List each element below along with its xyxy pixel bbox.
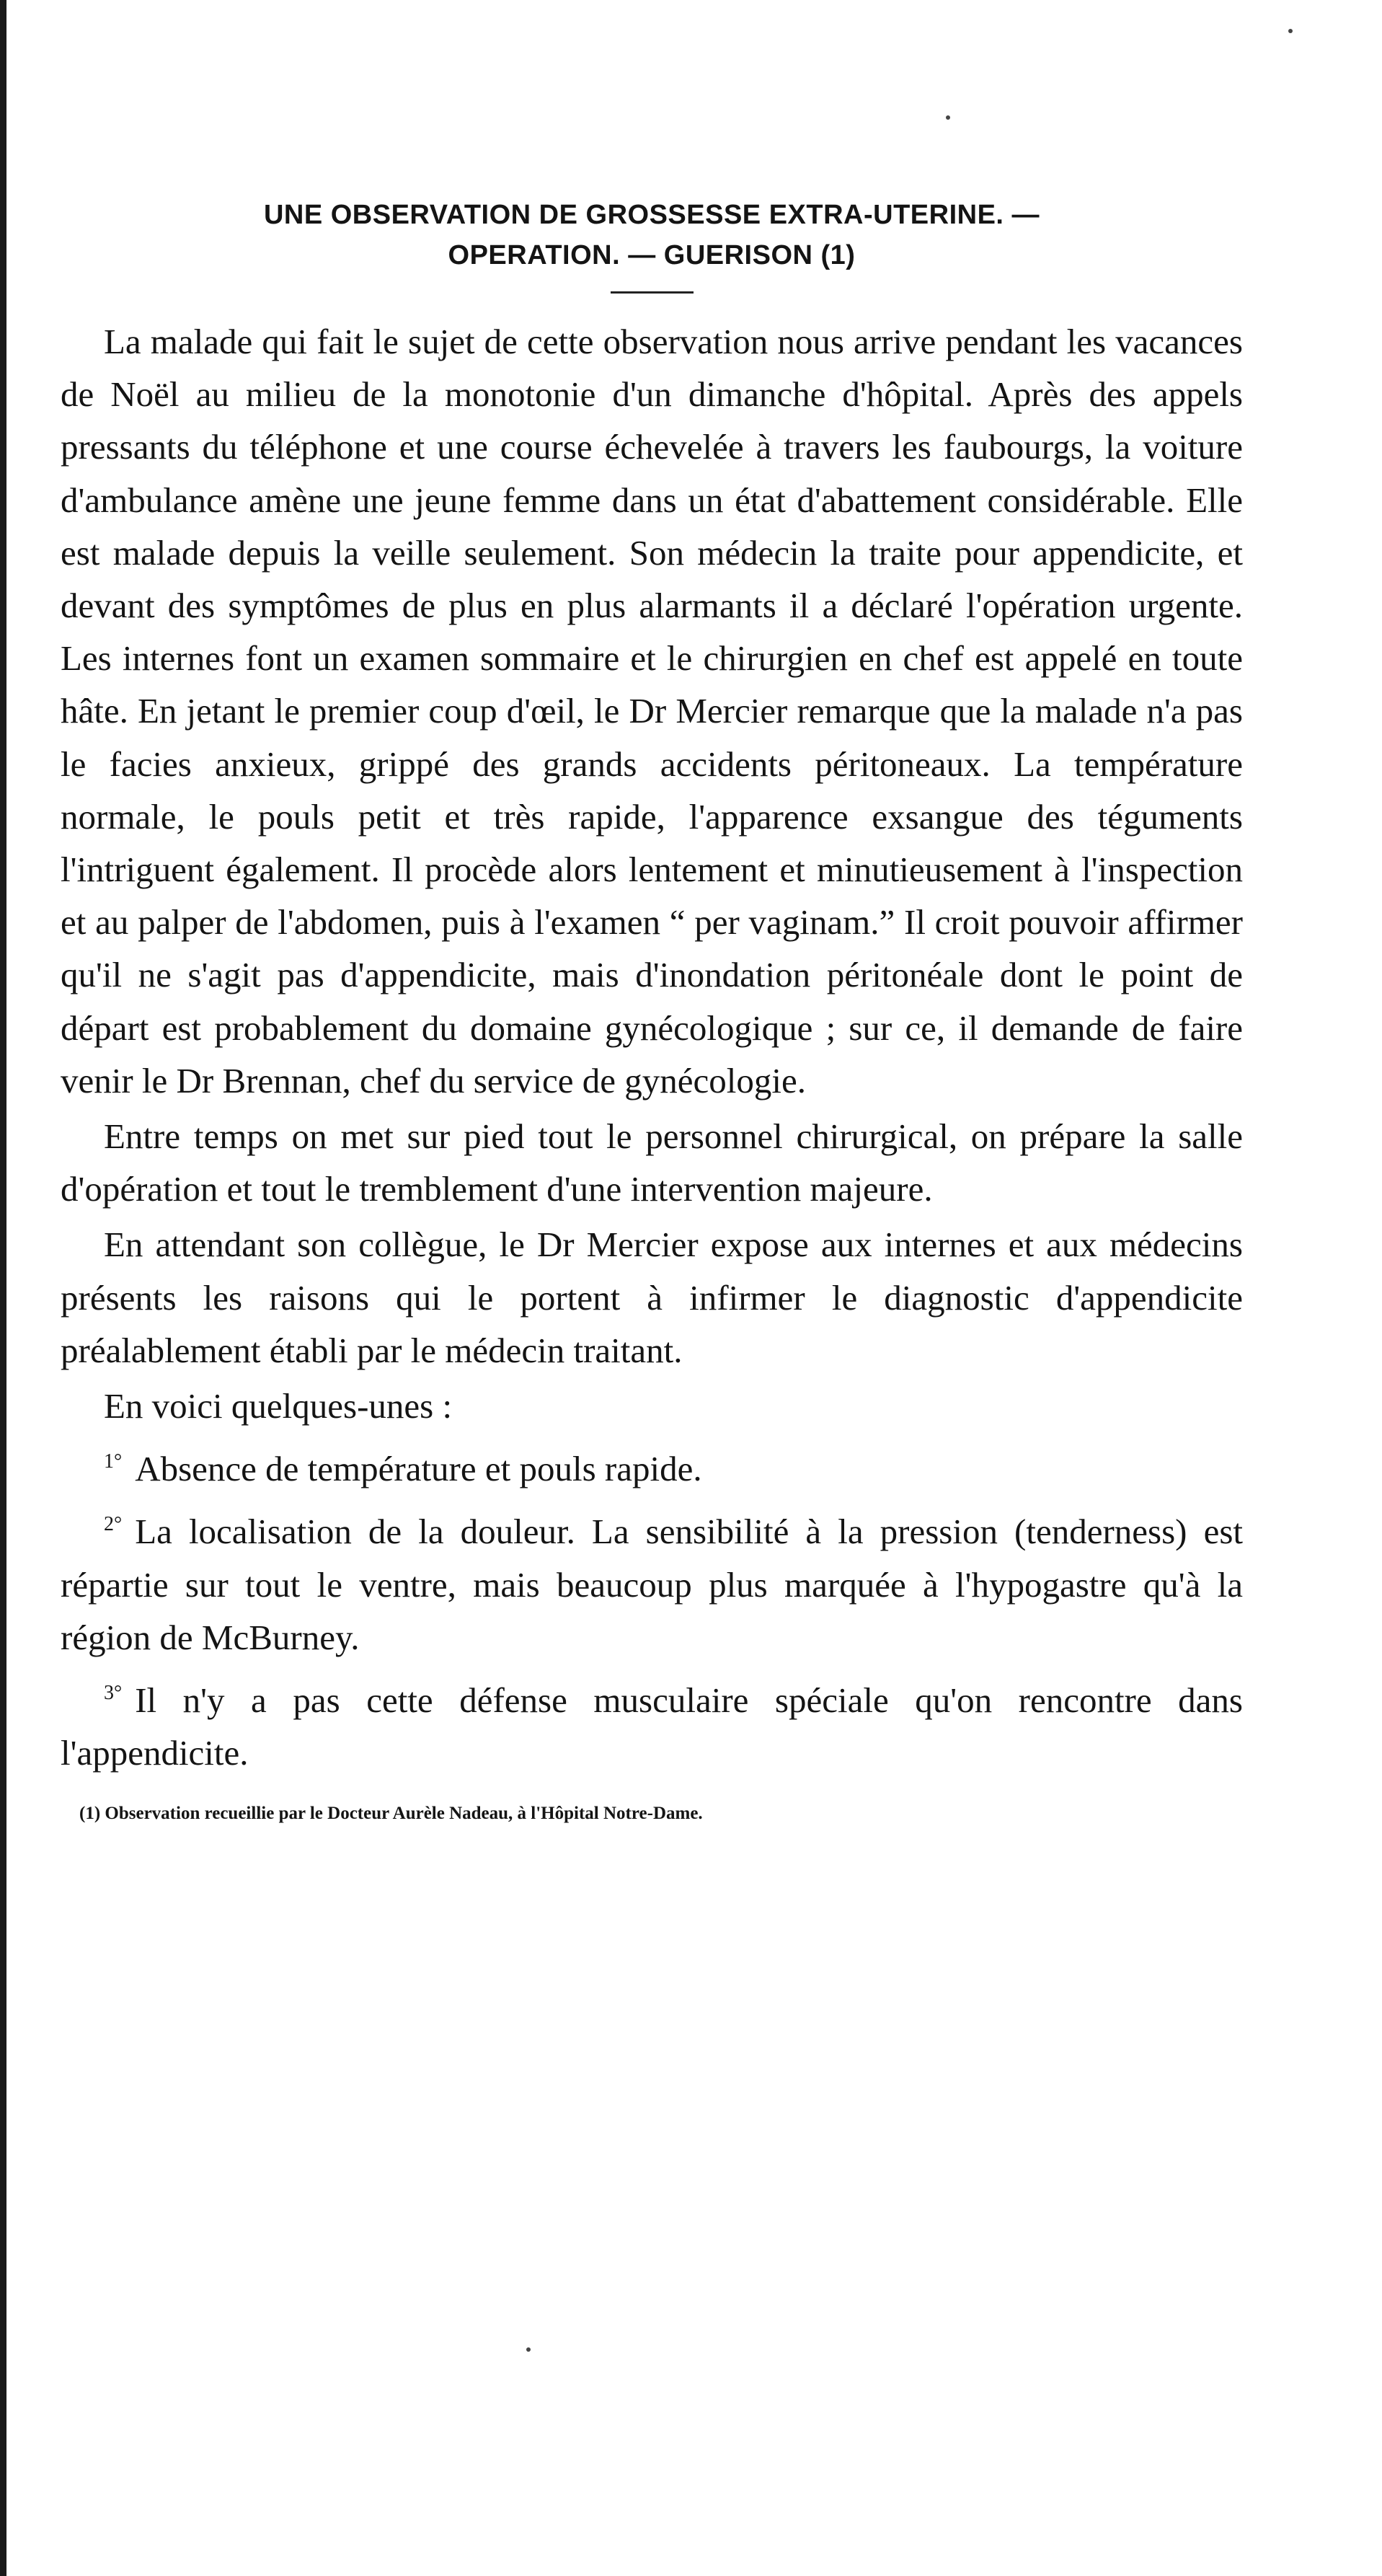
list-item — [61, 1435, 1243, 1495]
title-line-1: UNE OBSERVATION DE GROSSESSE EXTRA-UTERINE. — — [263, 200, 1040, 230]
list-item-text: Il n'y a pas cette défense musculaire spéciale qu'on rencontre dans l'appendicite. — [61, 1680, 1243, 1773]
paragraph: Entre temps on met sur pied tout le personnel chirurgical, on prépare la salle d'opération et tout le tremblement d'une intervention majeure. — [61, 1116, 1243, 1209]
title-divider — [611, 291, 694, 294]
list-ordinal: 2° — [104, 1513, 123, 1536]
list-ordinal: 3° — [104, 1682, 123, 1705]
list-item — [61, 1498, 1243, 1664]
paragraph: La malade qui fait le sujet de cette observation nous arrive pendant les vacances de Noël au milieu de la monotonie d'un dimanche d'hôpital. Après des appels pressants du téléphone et une course échevelée à travers les faubourgs, la voiture d'ambulance amène une jeune femme dans un état d'abattement considérable. Elle est malade depuis la veille seulement. Son médecin la traite pour appendicite, et devant des symptômes de plus en plus alarmants il a déclaré l'opération urgente. Les internes font un examen sommaire et le chirurgien en chef est appelé en toute hâte. En jetant le premier coup d'œil, le Dr Mercier remarque que la malade n'a pas le facies anxieux, grippé des grands accidents péritoneaux. La température normale, le pouls petit et très rapide, l'apparence exsangue des téguments l'intriguent également. Il procède alors lentement et minutieusement à l'inspection et au palper de l'abdomen, puis à l'examen “ per vaginam.” Il croit pouvoir affirmer qu'il ne s'agit pas d'appendicite, mais d'inondation péritonéale dont le point de départ est probablement du domaine gynécologique ; sur ce, il demande de faire venir le Dr Brennan, chef du service de gynécologie. — [61, 322, 1243, 1100]
title-line-2: OPERATION. — GUERISON (1) — [448, 240, 856, 270]
footnote: (1) Observation recueillie par le Docteur Aurèle Nadeau, à l'Hôpital Notre-Dame. — [79, 1804, 703, 1824]
paragraph: En attendant son collègue, le Dr Mercier expose aux internes et aux médecins présents les raisons qui le portent à infirmer le diagnostic d'appendicite préalablement établi par le médecin traitant. — [61, 1225, 1243, 1370]
list-item — [61, 1667, 1243, 1779]
scan-edge — [0, 0, 6, 2576]
speck — [526, 2347, 531, 2352]
list-item-text: La localisation de la douleur. La sensibilité à la pression (tenderness) est répartie sur tout le ventre, mais beaucoup plus marquée à l'hypogastre qu'à la région de McBurney. — [61, 1512, 1243, 1657]
speck — [946, 115, 950, 120]
speck — [1288, 29, 1293, 33]
list-item-text: Absence de température et pouls rapide. — [135, 1449, 702, 1489]
page-title — [61, 195, 1243, 275]
list-ordinal: 1° — [104, 1450, 123, 1473]
paragraph: En voici quelques-unes : — [104, 1386, 453, 1426]
document-page — [61, 195, 1243, 1828]
